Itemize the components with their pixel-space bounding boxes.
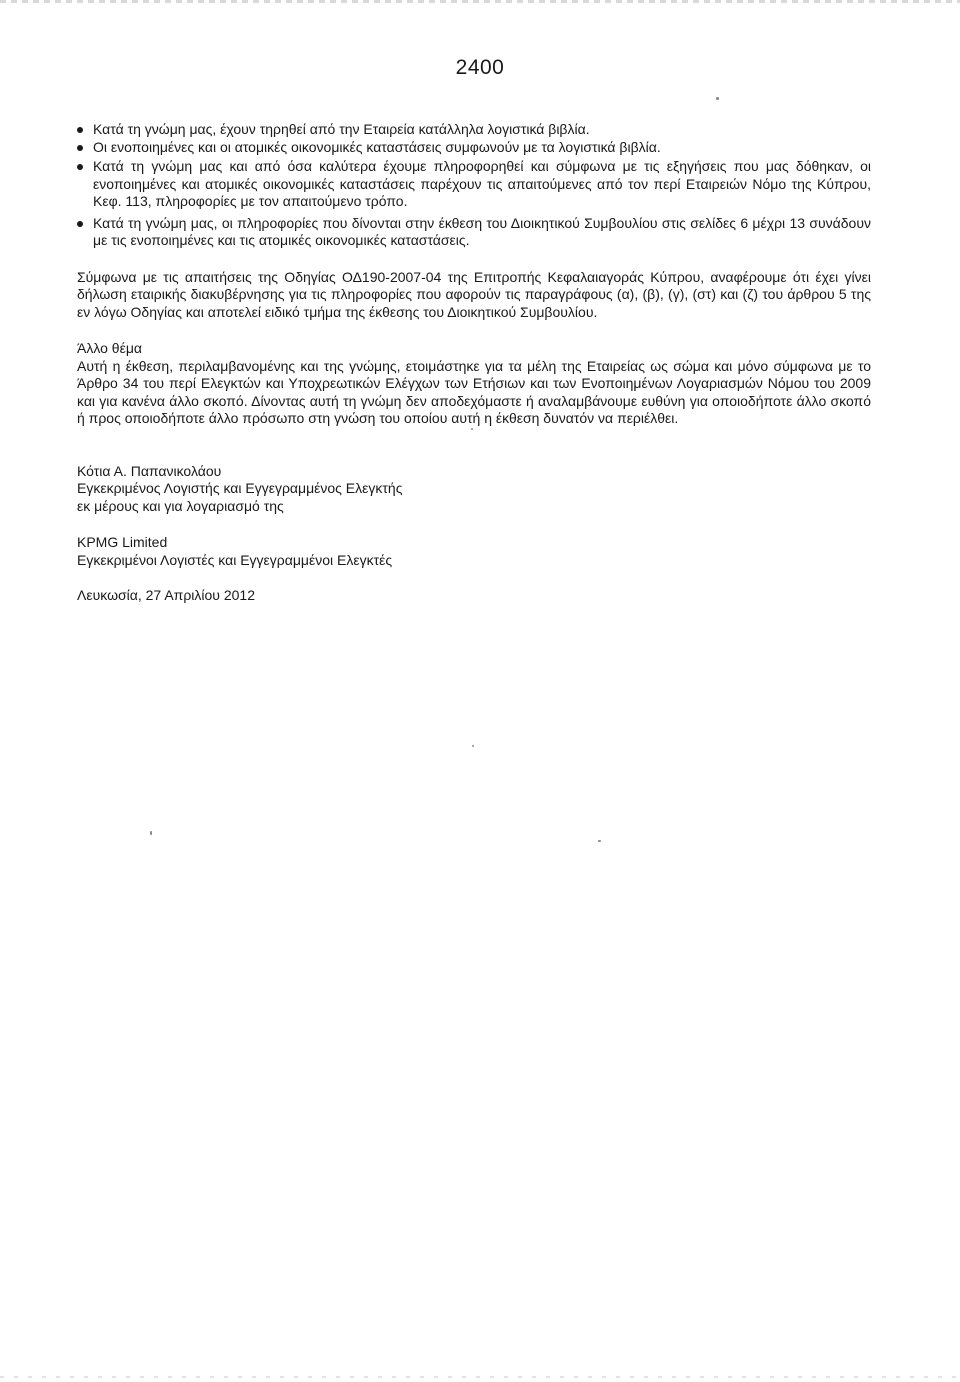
signature-block: [77, 463, 871, 516]
signatory-title: Εγκεκριμένος Λογιστής και Εγγεγραμμένος Ελεγκτής: [77, 480, 403, 496]
bullet-item-agreement: Οι ενοποιημένες και οι ατομικές οικονομικές καταστάσεις συμφωνούν με τα λογιστικά βιβλία.: [77, 139, 871, 157]
other-matter-paragraph: Αυτή η έκθεση, περιλαμβανομένης και της γνώμης, ετοιμάστηκε για τα μέλη της Εταιρείας ως σώμα και μόνο σύμφωνα με το Άρθρο 34 του περί Ελεγκτών και Υποχρεωτικών Ελέγχων των Ετήσιων και των Ενοποιημένων Λογαριασμών Νόμου του 2009 και για κανένα άλλο σκοπό. Δίνοντας αυτή τη γνώμη δεν αποδεχόμαστε ή αναλαμβάνουμε ευθύνη για οποιοδήποτε άλλο σκοπό ή προς οποιοδήποτε άλλο πρόσωπο στη γνώση του οποίου αυτή η έκθεση δυνατόν να περιέλθει.: [77, 357, 871, 426]
firm-name: KPMG Limited: [77, 534, 168, 550]
scan-speck: [150, 831, 152, 835]
scan-edge-top: [0, 0, 960, 3]
report-body: [77, 121, 871, 605]
scan-speck: [716, 97, 719, 100]
firm-description: Εγκεκριμένοι Λογιστές και Εγγεγραμμένοι Ελεγκτές: [77, 551, 393, 568]
scan-speck: [471, 428, 473, 430]
firm-block: [77, 534, 871, 569]
bullet-item-books: Κατά τη γνώμη μας, έχουν τηρηθεί από την Εταιρεία κατάλληλα λογιστικά βιβλία.: [77, 121, 871, 139]
corporate-governance-paragraph: Σύμφωνα με τις απαιτήσεις της Οδηγίας ΟΔ190-2007-04 της Επιτροπής Κεφαλαιαγοράς Κύπρου, αναφέρουμε ότι έχει γίνει δήλωση εταιρικής διακυβέρνησης για τις πληροφορίες που αφορούν τις παραγράφους (α), (β), (γ), (στ) και (ζ) του άρθρου 5 της εν λόγω Οδηγίας και αποτελεί ειδικό τμήμα της έκθεσης του Διοικητικού Συμβουλίου.: [77, 268, 871, 320]
scan-edge-bottom: [0, 1376, 960, 1378]
page-number: 2400: [455, 56, 505, 79]
bullet-item-board-report: Κατά τη γνώμη μας, οι πληροφορίες που δίνονται στην έκθεση του Διοικητικού Συμβουλίου στις σελίδες 6 μέχρι 13 συνάδουν με τις ενοποιημένες και τις ατομικές οικονομικές καταστάσεις.: [77, 215, 871, 250]
scan-speck: [598, 840, 601, 842]
signatory-on-behalf: εκ μέρους και για λογαριασμό της: [77, 497, 284, 514]
opinion-bullet-list: [77, 121, 871, 250]
bullet-item-information: Κατά τη γνώμη μας και από όσα καλύτερα έχουμε πληροφορηθεί και σύμφωνα με τις εξηγήσεις που μας δόθηκαν, οι ενοποιημένες και ατομικές οικονομικές καταστάσεις παρέχουν τις απαιτούμενες από τον περί Εταιρειών Νόμο της Κύπρου, Κεφ. 113, πληροφορίες με τον απαιτούμενο τρόπο.: [77, 158, 871, 211]
scan-speck: [472, 745, 474, 747]
other-matter-heading: Άλλο θέμα: [77, 340, 142, 356]
place-date: Λευκωσία, 27 Απριλίου 2012: [77, 587, 255, 603]
signatory-name: Κότια Α. Παπανικολάου: [77, 462, 222, 479]
